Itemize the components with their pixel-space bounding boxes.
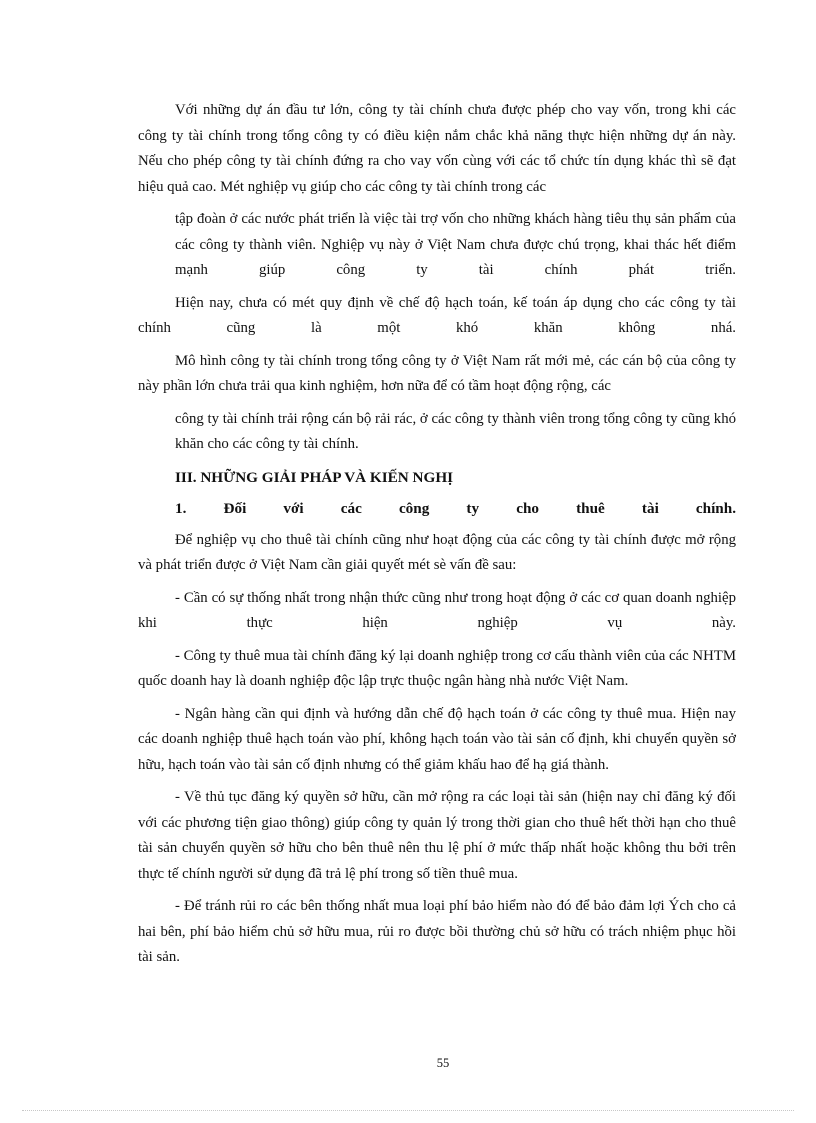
- paragraph-customer-financing: tập đoàn ở các nước phát triển là việc tài trợ vốn cho những khách hàng tiêu thụ sản phẩm của các công ty thành viên. Nghiệp vụ này ở Việt Nam chưa được chú trọng, khai thác hết điểm mạnh giúp công ty tài chính phát triển.: [175, 211, 736, 278]
- paragraph-accounting-guidance: - Ngân hàng cần qui định và hướng dẫn chế độ hạch toán ở các công ty thuê mua. Hiện nay các doanh nghiệp thuê hạch toán vào phí, không hạch toán vào tài sản cố định, khi chuyển quyền sở hữu, hạch toán vào tài sản cố định nhưng có thể giảm khấu hao để hạ giá thành.: [138, 705, 736, 773]
- paragraph-accounting-regulation: Hiện nay, chưa có mét quy định về chế độ hạch toán, kế toán áp dụng cho các công ty tài chính cũng là một khó khăn không nhá.: [138, 294, 736, 336]
- paragraph-consensus: - Cần có sự thống nhất trong nhận thức cũng như trong hoạt động ở các cơ quan doanh nghiệp khi thực hiện nghiệp vụ này.: [138, 589, 736, 631]
- bottom-divider: [22, 1110, 794, 1111]
- paragraph-leasing-intro: Để nghiệp vụ cho thuê tài chính cũng như hoạt động của các công ty tài chính được mở rộng và phát triển được ở Việt Nam cần giải quyết mét sè vấn đề sau:: [138, 531, 736, 573]
- paragraph-company-model: Mô hình công ty tài chính trong tổng công ty ở Việt Nam rất mới mẻ, các cán bộ của công ty này phần lớn chưa trải qua kinh nghiệm, hơn nữa để có tầm hoạt động rộng, các: [138, 352, 736, 394]
- paragraph-registration: - Công ty thuê mua tài chính đăng ký lại doanh nghiệp trong cơ cấu thành viên của các NHTM quốc doanh hay là doanh nghiệp độc lập trực thuộc ngân hàng nhà nước Việt Nam.: [138, 647, 736, 689]
- page-number: 55: [436, 1056, 450, 1070]
- subsection-heading: 1. Đối với các công ty cho thuê tài chính.: [175, 500, 736, 517]
- paragraph-ownership-procedure: - Về thủ tục đăng ký quyền sở hữu, cần mở rộng ra các loại tài sản (hiện nay chỉ đăng ký đối với các phương tiện giao thông) giúp công ty quản lý trong thời gian cho thuê hết thời hạn cho thuê tài sản chuyển quyền sở hữu cho bên thuê nên thu lệ phí ở mức thấp nhất hoặc không thu bởi trên thực tế chính người sử dụng đã trả lệ phí trong số tiền thuê mua.: [138, 789, 736, 882]
- paragraph-finance-loans: Với những dự án đầu tư lớn, công ty tài chính chưa được phép cho vay vốn, trong khi các công ty tài chính trong tổng công ty có điều kiện nắm chắc khả năng thực hiện những dự án này. Nếu cho phép công ty tài chính đứng ra cho vay vốn cùng với các tổ chức tín dụng khác thì sẽ đạt hiệu quả cao. Mét nghiệp vụ giúp cho các công ty tài chính trong các: [138, 102, 736, 195]
- paragraph-insurance: - Để tránh rủi ro các bên thống nhất mua loại phí bảo hiểm nào đó để bảo đảm lợi Ých cho cả hai bên, phí bảo hiểm chủ sở hữu mua, rủi ro được bồi thường chủ sở hữu có trách nhiệm phục hồi tài sản.: [138, 898, 736, 965]
- paragraph-staff-dispersed: công ty tài chính trải rộng cán bộ rải rác, ở các công ty thành viên trong tổng công ty cũng khó khăn cho các công ty tài chính.: [175, 410, 736, 452]
- document-body: [138, 98, 736, 978]
- section-heading: III. NHỮNG GIẢI PHÁP VÀ KIẾN NGHỊ: [175, 468, 454, 486]
